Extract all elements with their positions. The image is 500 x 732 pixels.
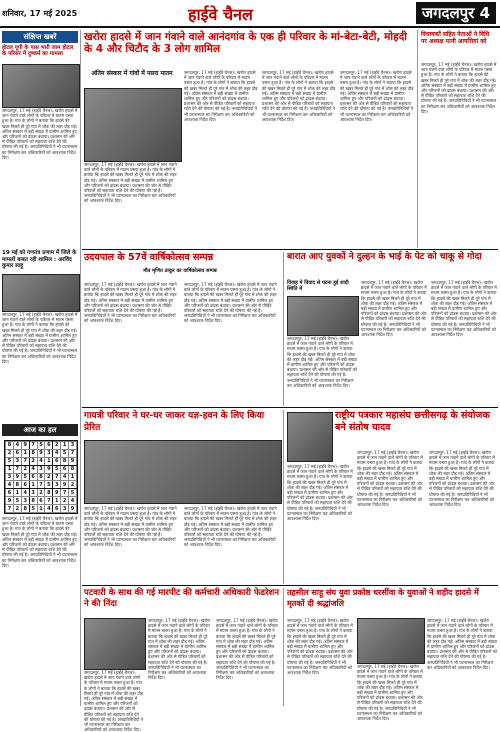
lead-body-3: जगदलपुर, 17 मई (हाईवे चैनल)। खरोरा हादसे में जान गंवाने वाले लोगों के परिवार में मातम पसरा हुआ है। गांव के लोगों ने बताया कि हादसे की खबर मिलते ही पूरे गांव में शोक की लहर दौड़ गई। अंतिम संस्कार में बड़ी संख्या में ग्रामीण शामिल हुए और परिजनों को ढांढस बंधाया। प्रशासन की ओर से पीड़ित परिवारों को सहायता राशि देने की घोषणा की गई है। जनप्रतिनिधियों ने भी घटनास्थल का निरीक्षण कर अधिकारियों को आवश्यक निर्देश दिए। bbox=[262, 70, 336, 122]
column-divider bbox=[80, 30, 81, 706]
sudoku-cell: 5 bbox=[6, 457, 14, 465]
sudoku-cell: 3 bbox=[45, 449, 53, 457]
sudoku-cell: 6 bbox=[45, 442, 53, 450]
sudoku-cell: 1 bbox=[29, 481, 37, 489]
sudoku-cell: 6 bbox=[13, 449, 21, 457]
sudoku-cell: 1 bbox=[13, 489, 21, 497]
sudoku-cell: 7 bbox=[53, 473, 61, 481]
row3-left-photo bbox=[84, 440, 282, 504]
row3-right-portrait bbox=[287, 412, 333, 462]
sudoku-cell: 2 bbox=[29, 457, 37, 465]
sudoku-cell: 1 bbox=[61, 442, 69, 450]
sudoku-cell: 9 bbox=[21, 442, 29, 450]
sudoku-cell: 1 bbox=[69, 473, 77, 481]
row3-right-body-1: जगदलपुर, 17 मई (हाईवे चैनल)। खरोरा हादसे में जान गंवाने वाले लोगों के परिवार में मातम पसरा हुआ है। गांव के लोगों ने बताया कि हादसे की खबर मिलते ही पूरे गांव में शोक की लहर दौड़ गई। अंतिम संस्कार में बड़ी संख्या में ग्रामीण शामिल हुए और परिजनों को ढांढस बंधाया। प्रशासन की ओर से पीड़ित परिवारों को सहायता राशि देने की घोषणा की गई है। जनप्रतिनिधियों ने भी घटनास्थल का निरीक्षण कर अधिकारियों को आवश्यक निर्देश दिए। bbox=[287, 464, 353, 522]
mid-left-body-1: जगदलपुर, 17 मई (हाईवे चैनल)। खरोरा हादसे में जान गंवाने वाले लोगों के परिवार में मातम पसरा हुआ है। गांव के लोगों ने बताया कि हादसे की खबर मिलते ही पूरे गांव में शोक की लहर दौड़ गई। अंतिम संस्कार में बड़ी संख्या में ग्रामीण शामिल हुए और परिजनों को ढांढस बंधाया। प्रशासन की ओर से पीड़ित परिवारों को सहायता राशि देने की घोषणा की गई है। जनप्रतिनिधियों ने भी घटनास्थल का निरीक्षण कर अधिकारियों को आवश्यक निर्देश दिए। bbox=[84, 282, 177, 324]
sudoku-cell: 5 bbox=[21, 473, 29, 481]
bottom-right-headline: तहसील साहू संघ युवा प्रकोष्ठ धरसींवा के युवाओं ने शहीद हादसे में मृतकों दी श्रद्धांजलि bbox=[287, 588, 479, 608]
sudoku-cell: 7 bbox=[29, 442, 37, 450]
bottom-left-body-1: जगदलपुर, 17 मई (हाईवे चैनल)। खरोरा हादसे में जान गंवाने वाले लोगों के परिवार में मातम पसरा हुआ है। गांव के लोगों ने बताया कि हादसे की खबर मिलते ही पूरे गांव में शोक की लहर दौड़ गई। अंतिम संस्कार में बड़ी संख्या में ग्रामीण शामिल हुए और परिजनों को ढांढस बंधाया। प्रशासन की ओर से पीड़ित परिवारों को सहायता राशि देने की घोषणा की गई है। जनप्रतिनिधियों ने भी घटनास्थल का निरीक्षण कर अधिकारियों को आवश्यक निर्देश दिए। bbox=[148, 618, 210, 681]
sudoku-cell: 9 bbox=[61, 481, 69, 489]
sudoku-cell: 2 bbox=[21, 465, 29, 473]
sudoku-cell: 6 bbox=[53, 505, 61, 513]
newspaper-name: हाईवे चैनल bbox=[188, 5, 253, 24]
sudoku-cell: 3 bbox=[13, 457, 21, 465]
bottom-left-headline: पटवारी के साथ की गई मारपीट की कर्मचारी अधिकारी फेडरेशन ने की निंदा bbox=[84, 588, 280, 609]
sudoku-cell: 4 bbox=[29, 465, 37, 473]
sudoku-cell: 4 bbox=[45, 505, 53, 513]
lead-photo-caption: अंतिम संस्कार में गांवों में पसरा मातम bbox=[91, 70, 173, 77]
sudoku-title: आज का हल bbox=[2, 424, 78, 436]
bottom-left-body-3: जगदलपुर, 17 मई (हाईवे चैनल)। खरोरा हादसे में जान गंवाने वाले लोगों के परिवार में मातम पसरा हुआ है। गांव के लोगों ने बताया कि हादसे की खबर मिलते ही पूरे गांव में शोक की लहर दौड़ गई। अंतिम संस्कार में बड़ी संख्या में ग्रामीण शामिल हुए और परिजनों को ढांढस बंधाया। प्रशासन की ओर से पीड़ित परिवारों को सहायता राशि देने की घोषणा की गई है। जनप्रतिनिधियों ने भी घटनास्थल का निरीक्षण कर अधिकारियों को आवश्यक निर्देश दिए। bbox=[84, 670, 144, 732]
row3-right-headline: राष्ट्रीय पत्रकार महासंघ छत्तीसगढ़ के संयोजक बने संतोष यादव bbox=[335, 410, 490, 433]
mid-right-headline: बारात आए युवकों ने दुल्हन के भाई के पेट को चाकू से गोदा bbox=[287, 252, 482, 262]
briefs-title: संक्षिप्त खबरें bbox=[2, 31, 78, 43]
sudoku-cell: 3 bbox=[53, 481, 61, 489]
lead-body-1: जगदलपुर, 17 मई (हाईवे चैनल)। खरोरा हादसे में जान गंवाने वाले लोगों के परिवार में मातम पसरा हुआ है। गांव के लोगों ने बताया कि हादसे की खबर मिलते ही पूरे गांव में शोक की लहर दौड़ गई। अंतिम संस्कार में बड़ी संख्या में ग्रामीण शामिल हुए और परिजनों को ढांढस बंधाया। प्रशासन की ओर से पीड़ित परिवारों को सहायता राशि देने की घोषणा की गई है। जनप्रतिनिधियों ने भी घटनास्थल का निरीक्षण कर अधिकारियों को आवश्यक निर्देश दिए। bbox=[84, 162, 177, 204]
sudoku-cell: 2 bbox=[45, 473, 53, 481]
sudoku-cell: 5 bbox=[13, 497, 21, 505]
sudoku-cell: 8 bbox=[21, 505, 29, 513]
sudoku-cell: 7 bbox=[69, 449, 77, 457]
sudoku-cell: 8 bbox=[37, 473, 45, 481]
mid-right-photo bbox=[287, 296, 359, 336]
lead-headline: खरोरा हादसे में जान गंवाने वाले आनंदगांव के एक ही परिवार के मां-बेटा-बेटी, मोहदी के 4 और चिटौद के 3 लोग शामिल bbox=[84, 31, 408, 55]
sudoku-cell: 1 bbox=[6, 465, 14, 473]
sudoku-cell: 4 bbox=[6, 481, 14, 489]
sudoku-cell: 4 bbox=[21, 489, 29, 497]
sudoku-cell: 7 bbox=[6, 505, 14, 513]
sudoku-cell: 1 bbox=[21, 449, 29, 457]
row3-right-body-3: जगदलपुर, 17 मई (हाईवे चैनल)। खरोरा हादसे में जान गंवाने वाले लोगों के परिवार में मातम पसरा हुआ है। गांव के लोगों ने बताया कि हादसे की खबर मिलते ही पूरे गांव में शोक की लहर दौड़ गई। अंतिम संस्कार में बड़ी संख्या में ग्रामीण शामिल हुए और परिजनों को ढांढस बंधाया। प्रशासन की ओर से पीड़ित परिवारों को सहायता राशि देने की घोषणा की गई है। जनप्रतिनिधियों ने भी घटनास्थल का निरीक्षण कर अधिकारियों को आवश्यक निर्देश दिए। bbox=[429, 450, 495, 508]
sudoku-cell: 5 bbox=[53, 465, 61, 473]
sudoku-cell: 4 bbox=[37, 457, 45, 465]
sudoku-cell: 3 bbox=[21, 497, 29, 505]
mid-right-body-2: जगदलपुर, 17 मई (हाईवे चैनल)। खरोरा हादसे में जान गंवाने वाले लोगों के परिवार में मातम पसरा हुआ है। गांव के लोगों ने बताया कि हादसे की खबर मिलते ही पूरे गांव में शोक की लहर दौड़ गई। अंतिम संस्कार में बड़ी संख्या में ग्रामीण शामिल हुए और परिजनों को ढांढस बंधाया। प्रशासन की ओर से पीड़ित परिवारों को सहायता राशि देने की घोषणा की गई है। जनप्रतिनिधियों ने भी घटनास्थल का निरीक्षण कर अधिकारियों को आवश्यक निर्देश दिए। bbox=[361, 280, 427, 338]
sudoku-cell: 8 bbox=[29, 497, 37, 505]
mid-right-body-3: जगदलपुर, 17 मई (हाईवे चैनल)। खरोरा हादसे में जान गंवाने वाले लोगों के परिवार में मातम पसरा हुआ है। गांव के लोगों ने बताया कि हादसे की खबर मिलते ही पूरे गांव में शोक की लहर दौड़ गई। अंतिम संस्कार में बड़ी संख्या में ग्रामीण शामिल हुए और परिजनों को ढांढस बंधाया। प्रशासन की ओर से पीड़ित परिवारों को सहायता राशि देने की घोषणा की गई है। जनप्रतिनिधियों ने भी घटनास्थल का निरीक्षण कर अधिकारियों को आवश्यक निर्देश दिए। bbox=[431, 280, 497, 338]
column-divider bbox=[283, 252, 284, 406]
sudoku-cell: 5 bbox=[45, 481, 53, 489]
bottom-left-body-2: जगदलपुर, 17 मई (हाईवे चैनल)। खरोरा हादसे में जान गंवाने वाले लोगों के परिवार में मातम पसरा हुआ है। गांव के लोगों ने बताया कि हादसे की खबर मिलते ही पूरे गांव में शोक की लहर दौड़ गई। अंतिम संस्कार में बड़ी संख्या में ग्रामीण शामिल हुए और परिजनों को ढांढस बंधाया। प्रशासन की ओर से पीड़ित परिवारों को सहायता राशि देने की घोषणा की गई है। जनप्रतिनिधियों ने भी घटनास्थल का निरीक्षण कर अधिकारियों को आवश्यक निर्देश दिए। bbox=[216, 618, 278, 681]
sudoku-cell: 1 bbox=[45, 457, 53, 465]
sudoku-cell: 2 bbox=[13, 505, 21, 513]
sudoku-cell: 2 bbox=[53, 442, 61, 450]
sudoku-cell: 9 bbox=[69, 457, 77, 465]
sudoku-cell: 9 bbox=[13, 473, 21, 481]
issue-date: शनिवार, 17 मई 2025 bbox=[2, 9, 78, 18]
sudoku-cell: 5 bbox=[61, 449, 69, 457]
sudoku-cell: 9 bbox=[69, 505, 77, 513]
sudoku-cell: 6 bbox=[53, 457, 61, 465]
sudoku-cell: 7 bbox=[21, 457, 29, 465]
section-rule bbox=[82, 249, 498, 250]
story2-headline: 19 मई को गणतंत्र प्रणाम में जिले के मामलों बाबत रही शामिल : अरविंद कुमार साहू bbox=[2, 250, 77, 269]
sudoku-cell: 8 bbox=[69, 465, 77, 473]
sudoku-cell: 2 bbox=[61, 497, 69, 505]
mid-left-body-2: जगदलपुर, 17 मई (हाईवे चैनल)। खरोरा हादसे में जान गंवाने वाले लोगों के परिवार में मातम पसरा हुआ है। गांव के लोगों ने बताया कि हादसे की खबर मिलते ही पूरे गांव में शोक की लहर दौड़ गई। अंतिम संस्कार में बड़ी संख्या में ग्रामीण शामिल हुए और परिजनों को ढांढस बंधाया। प्रशासन की ओर से पीड़ित परिवारों को सहायता राशि देने की घोषणा की गई है। जनप्रतिनिधियों ने भी घटनास्थल का निरीक्षण कर अधिकारियों को आवश्यक निर्देश दिए। bbox=[184, 282, 277, 324]
sudoku-cell: 5 bbox=[37, 442, 45, 450]
bottom-right-body-2: जगदलपुर, 17 मई (हाईवे चैनल)। खरोरा हादसे में जान गंवाने वाले लोगों के परिवार में मातम पसरा हुआ है। गांव के लोगों ने बताया कि हादसे की खबर मिलते ही पूरे गांव में शोक की लहर दौड़ गई। अंतिम संस्कार में बड़ी संख्या में ग्रामीण शामिल हुए और परिजनों को ढांढस बंधाया। प्रशासन की ओर से पीड़ित परिवारों को सहायता राशि देने की घोषणा की गई है। जनप्रतिनिधियों ने भी घटनास्थल का निरीक्षण कर अधिकारियों को आवश्यक निर्देश दिए। bbox=[357, 664, 423, 722]
sudoku-cell: 8 bbox=[29, 449, 37, 457]
sudoku-cell: 2 bbox=[37, 489, 45, 497]
sudoku-cell: 9 bbox=[6, 497, 14, 505]
sudoku-cell: 4 bbox=[13, 442, 21, 450]
sudoku-cell: 2 bbox=[69, 481, 77, 489]
column-divider bbox=[417, 30, 418, 248]
row3-left-body-1: जगदलपुर, 17 मई (हाईवे चैनल)। खरोरा हादसे में जान गंवाने वाले लोगों के परिवार में मातम पसरा हुआ है। गांव के लोगों ने बताया कि हादसे की खबर मिलते ही पूरे गांव में शोक की लहर दौड़ गई। अंतिम संस्कार में बड़ी संख्या में ग्रामीण शामिल हुए और परिजनों को ढांढस बंधाया। प्रशासन की ओर से पीड़ित परिवारों को सहायता राशि देने की घोषणा की गई है। जनप्रतिनिधियों ने भी घटनास्थल का निरीक्षण कर अधिकारियों को आवश्यक निर्देश दिए। bbox=[84, 506, 177, 548]
mid-right-body-1: जगदलपुर, 17 मई (हाईवे चैनल)। खरोरा हादसे में जान गंवाने वाले लोगों के परिवार में मातम पसरा हुआ है। गांव के लोगों ने बताया कि हादसे की खबर मिलते ही पूरे गांव में शोक की लहर दौड़ गई। अंतिम संस्कार में बड़ी संख्या में ग्रामीण शामिल हुए और परिजनों को ढांढस बंधाया। प्रशासन की ओर से पीड़ित परिवारों को सहायता राशि देने की घोषणा की गई है। जनप्रतिनिधियों ने भी घटनास्थल का निरीक्षण कर अधिकारियों को आवश्यक निर्देश दिए। bbox=[287, 336, 357, 388]
bottom-right-photo bbox=[357, 618, 425, 664]
row3-right-body-2: जगदलपुर, 17 मई (हाईवे चैनल)। खरोरा हादसे में जान गंवाने वाले लोगों के परिवार में मातम पसरा हुआ है। गांव के लोगों ने बताया कि हादसे की खबर मिलते ही पूरे गांव में शोक की लहर दौड़ गई। अंतिम संस्कार में बड़ी संख्या में ग्रामीण शामिल हुए और परिजनों को ढांढस बंधाया। प्रशासन की ओर से पीड़ित परिवारों को सहायता राशि देने की घोषणा की गई है। जनप्रतिनिधियों ने भी घटनास्थल का निरीक्षण कर अधिकारियों को आवश्यक निर्देश दिए। bbox=[357, 450, 423, 508]
sudoku-cell: 8 bbox=[45, 489, 53, 497]
bottom-right-body-1: जगदलपुर, 17 मई (हाईवे चैनल)। खरोरा हादसे में जान गंवाने वाले लोगों के परिवार में मातम पसरा हुआ है। गांव के लोगों ने बताया कि हादसे की खबर मिलते ही पूरे गांव में शोक की लहर दौड़ गई। अंतिम संस्कार में बड़ी संख्या में ग्रामीण शामिल हुए और परिजनों को ढांढस बंधाया। प्रशासन की ओर से पीड़ित परिवारों को सहायता राशि देने की घोषणा की गई है। जनप्रतिनिधियों ने भी घटनास्थल का निरीक्षण कर अधिकारियों को आवश्यक निर्देश दिए। bbox=[287, 618, 353, 676]
sudoku-cell: 9 bbox=[45, 465, 53, 473]
sudoku-cell: 7 bbox=[37, 481, 45, 489]
sudoku-cell: 1 bbox=[53, 497, 61, 505]
sudoku-cell: 6 bbox=[6, 489, 14, 497]
sudoku-cell: 4 bbox=[61, 473, 69, 481]
page-number: 4 bbox=[479, 4, 490, 22]
sudoku-cell: 4 bbox=[53, 449, 61, 457]
sudoku-cell: 3 bbox=[29, 489, 37, 497]
story2-body: जगदलपुर, 17 मई (हाईवे चैनल)। खरोरा हादसे में जान गंवाने वाले लोगों के परिवार में मातम पसरा हुआ है। गांव के लोगों ने बताया कि हादसे की खबर मिलते ही पूरे गांव में शोक की लहर दौड़ गई। अंतिम संस्कार में बड़ी संख्या में ग्रामीण शामिल हुए और परिजनों को ढांढस बंधाया। प्रशासन की ओर से पीड़ित परिवारों को सहायता राशि देने की घोषणा की गई है। जनप्रतिनिधियों ने भी घटनास्थल का निरीक्षण कर अधिकारियों को आवश्यक निर्देश दिए। bbox=[2, 312, 78, 364]
sudoku-cell: 8 bbox=[61, 457, 69, 465]
story2-photo bbox=[2, 274, 80, 312]
column-divider bbox=[283, 410, 284, 584]
left-bottom-body: जगदलपुर, 17 मई (हाईवे चैनल)। खरोरा हादसे में जान गंवाने वाले लोगों के परिवार में मातम पसरा हुआ है। गांव के लोगों ने बताया कि हादसे की खबर मिलते ही पूरे गांव में शोक की लहर दौड़ गई। अंतिम संस्कार में बड़ी संख्या में ग्रामीण शामिल हुए और परिजनों को ढांढस बंधाया। प्रशासन की ओर से पीड़ित परिवारों को सहायता राशि देने की घोषणा की गई है। जनप्रतिनिधियों ने भी घटनास्थल का निरीक्षण कर अधिकारियों को आवश्यक निर्देश दिए। bbox=[2, 516, 78, 568]
sudoku-cell: 7 bbox=[13, 465, 21, 473]
sudoku-cell: 3 bbox=[37, 465, 45, 473]
lead-body-4: जगदलपुर, 17 मई (हाईवे चैनल)। खरोरा हादसे में जान गंवाने वाले लोगों के परिवार में मातम पसरा हुआ है। गांव के लोगों ने बताया कि हादसे की खबर मिलते ही पूरे गांव में शोक की लहर दौड़ गई। अंतिम संस्कार में बड़ी संख्या में ग्रामीण शामिल हुए और परिजनों को ढांढस बंधाया। प्रशासन की ओर से पीड़ित परिवारों को सहायता राशि देने की घोषणा की गई है। जनप्रतिनिधियों ने भी घटनास्थल का निरीक्षण कर अधिकारियों को आवश्यक निर्देश दिए। bbox=[340, 70, 414, 122]
row3-left-headline: गायत्री परिवार ने घर-घर जाकर यज्ञ-हवन के लिए किया प्रेरित bbox=[84, 411, 265, 433]
sudoku-cell: 9 bbox=[37, 449, 45, 457]
sudoku-cell: 7 bbox=[45, 497, 53, 505]
section-rule bbox=[82, 585, 498, 586]
sudoku-cell: 6 bbox=[21, 481, 29, 489]
lead-body-2: जगदलपुर, 17 मई (हाईवे चैनल)। खरोरा हादसे में जान गंवाने वाले लोगों के परिवार में मातम पसरा हुआ है। गांव के लोगों ने बताया कि हादसे की खबर मिलते ही पूरे गांव में शोक की लहर दौड़ गई। अंतिम संस्कार में बड़ी संख्या में ग्रामीण शामिल हुए और परिजनों को ढांढस बंधाया। प्रशासन की ओर से पीड़ित परिवारों को सहायता राशि देने की घोषणा की गई है। जनप्रतिनिधियों ने भी घटनास्थल का निरीक्षण कर अधिकारियों को आवश्यक निर्देश दिए। bbox=[184, 70, 258, 122]
right-top-body: जगदलपुर, 17 मई (हाईवे चैनल)। खरोरा हादसे में जान गंवाने वाले लोगों के परिवार में मातम पसरा हुआ है। गांव के लोगों ने बताया कि हादसे की खबर मिलते ही पूरे गांव में शोक की लहर दौड़ गई। अंतिम संस्कार में बड़ी संख्या में ग्रामीण शामिल हुए और परिजनों को ढांढस बंधाया। प्रशासन की ओर से पीड़ित परिवारों को सहायता राशि देने की घोषणा की गई है। जनप्रतिनिधियों ने भी घटनास्थल का निरीक्षण कर अधिकारियों को आवश्यक निर्देश दिए। bbox=[421, 62, 497, 114]
bottom-right-body-3: जगदलपुर, 17 मई (हाईवे चैनल)। खरोरा हादसे में जान गंवाने वाले लोगों के परिवार में मातम पसरा हुआ है। गांव के लोगों ने बताया कि हादसे की खबर मिलते ही पूरे गांव में शोक की लहर दौड़ गई। अंतिम संस्कार में बड़ी संख्या में ग्रामीण शामिल हुए और परिजनों को ढांढस बंधाया। प्रशासन की ओर से पीड़ित परिवारों को सहायता राशि देने की घोषणा की गई है। जनप्रतिनिधियों ने भी घटनास्थल का निरीक्षण कर अधिकारियों को आवश्यक निर्देश दिए। bbox=[427, 618, 497, 670]
sudoku-cell: 4 bbox=[69, 497, 77, 505]
section-rule bbox=[82, 407, 498, 408]
sudoku-cell: 7 bbox=[61, 489, 69, 497]
briefs-body: जगदलपुर, 17 मई (हाईवे चैनल)। खरोरा हादसे में जान गंवाने वाले लोगों के परिवार में मातम पसरा हुआ है। गांव के लोगों ने बताया कि हादसे की खबर मिलते ही पूरे गांव में शोक की लहर दौड़ गई। अंतिम संस्कार में बड़ी संख्या में ग्रामीण शामिल हुए और परिजनों को ढांढस बंधाया। प्रशासन की ओर से पीड़ित परिवारों को सहायता राशि देने की घोषणा की गई है। जनप्रतिनिधियों ने भी घटनास्थल का निरीक्षण कर अधिकारियों को आवश्यक निर्देश दिए। bbox=[2, 108, 78, 160]
sudoku-cell: 8 bbox=[13, 481, 21, 489]
mid-left-subheadline: मौत मृणित ठाकुर का वार्षिकोत्सव सम्पन्न bbox=[143, 268, 217, 274]
sudoku-cell: 3 bbox=[6, 473, 14, 481]
bottom-left-photo bbox=[84, 618, 146, 670]
row3-left-body-2: जगदलपुर, 17 मई (हाईवे चैनल)। खरोरा हादसे में जान गंवाने वाले लोगों के परिवार में मातम पसरा हुआ है। गांव के लोगों ने बताया कि हादसे की खबर मिलते ही पूरे गांव में शोक की लहर दौड़ गई। अंतिम संस्कार में बड़ी संख्या में ग्रामीण शामिल हुए और परिजनों को ढांढस बंधाया। प्रशासन की ओर से पीड़ित परिवारों को सहायता राशि देने की घोषणा की गई है। जनप्रतिनिधियों ने भी घटनास्थल का निरीक्षण कर अधिकारियों को आवश्यक निर्देश दिए। bbox=[184, 506, 277, 548]
mid-left-headline: उदयपाल के 57वें वार्षिकोत्सव सम्पन्न bbox=[84, 252, 214, 263]
lead-photo bbox=[84, 88, 182, 162]
briefs-headline: होटल यूपी के पास भारी जाम होटल के परिसर में दुष्कर्म का मामला bbox=[2, 45, 74, 57]
right-top-headline: विधायकों सहित नेताओं ने विधि पर अध्यक्ष पत्नी आपत्तियां को bbox=[421, 31, 490, 45]
sudoku-cell: 8 bbox=[6, 442, 14, 450]
sudoku-cell: 5 bbox=[69, 489, 77, 497]
sudoku-cell: 6 bbox=[61, 465, 69, 473]
edition-label bbox=[416, 2, 496, 24]
sudoku-cell: 5 bbox=[29, 505, 37, 513]
sudoku-grid bbox=[4, 440, 78, 514]
sudoku-cell: 1 bbox=[37, 505, 45, 513]
sudoku-cell: 2 bbox=[6, 449, 14, 457]
column-divider bbox=[283, 588, 284, 706]
briefs-photo bbox=[2, 64, 80, 108]
sudoku-cell: 3 bbox=[61, 505, 69, 513]
edition-city: जगदलपुर bbox=[421, 4, 475, 22]
sudoku-cell: 6 bbox=[29, 473, 37, 481]
sudoku-cell: 9 bbox=[53, 489, 61, 497]
sudoku-cell: 3 bbox=[69, 442, 77, 450]
mid-right-subheadline: विवाह मे विवाद से घटना हुई शादी स्थिति में bbox=[287, 280, 349, 292]
sudoku-cell: 6 bbox=[37, 497, 45, 505]
